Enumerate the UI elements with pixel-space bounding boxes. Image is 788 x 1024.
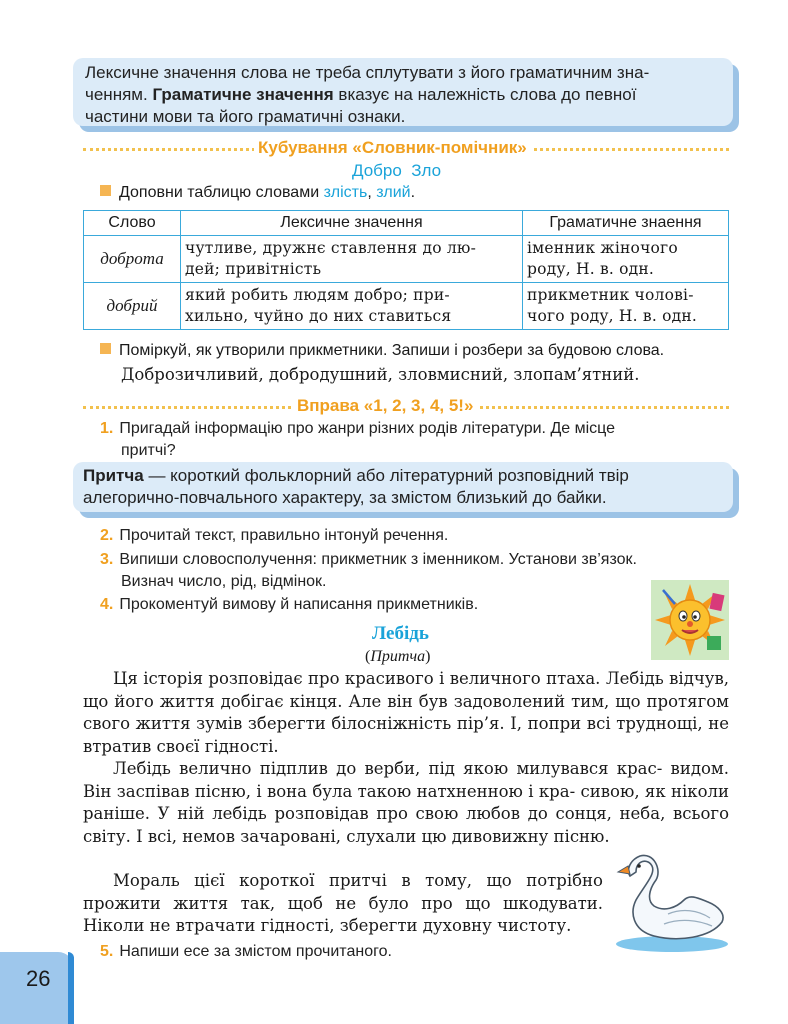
cell-lexical-line: дей; привітність [185, 260, 322, 278]
task-text-cont: Визнач число, рід, відмінок. [121, 573, 327, 590]
parable-def-text: — короткий фольклорний або літературний розповідний твір [143, 466, 629, 485]
section-title-vprava: Вправа «1, 2, 3, 4, 5!» [293, 396, 477, 416]
story-line: сивою, як ніколи раніше. У ній лебідь розповідав про свою любов [83, 781, 729, 823]
task-item-2 [100, 525, 448, 547]
cell-lexical [181, 236, 523, 283]
story-genre: Притча [370, 648, 426, 665]
cell-grammar-line: прикметник чолові- [527, 286, 694, 304]
task-sep: , [367, 184, 377, 201]
story-line: видом. Він заспівав пісню, і вона була такою натхненною і кра- [83, 759, 730, 801]
info-line-3: частини мови та його граматичні ознаки. [85, 107, 406, 126]
word-zlyi: злий [376, 184, 411, 201]
lexical-table [83, 210, 729, 330]
task-text-cont: притчі? [121, 442, 176, 459]
cell-grammar-line: роду, Н. в. одн. [527, 260, 655, 278]
subtitle-paren-open: ( [365, 648, 371, 665]
table-header-row [84, 211, 729, 236]
parable-term: Притча [83, 466, 144, 485]
info-line-1: Лексичне значення слова не треба сплутувати з його граматичним зна- [85, 63, 650, 82]
cell-word: добрий [84, 283, 181, 330]
task-fill-table-text: Доповни таблицю словами [119, 184, 324, 201]
info-line-2 [85, 84, 733, 106]
info-box-parable [73, 462, 733, 512]
cell-lexical-line: хильно, чуйно до них ставиться [185, 307, 452, 325]
cell-grammar-line: чого роду, Н. в. одн. [527, 307, 698, 325]
task-number: 3. [100, 551, 114, 568]
story-line: Ніколи не втрачати гідності, зберегти духовну чистоту. [83, 916, 572, 935]
task-text: Пригадай інформацію про жанри різних родів літератури. Де місце [119, 420, 616, 437]
task-end: . [410, 184, 416, 201]
task-number: 5. [100, 943, 114, 960]
task-text: Прокоментуй вимову й написання прикметників. [119, 596, 479, 613]
cell-grammar-line: іменник жіночого [527, 239, 678, 257]
story-line: дивовижну пісню. [451, 826, 610, 846]
page-tab-edge [68, 952, 74, 1024]
story-line: прожити життя так, щоб не було про що шкодувати. [83, 893, 603, 913]
story-paragraph-3 [83, 870, 603, 938]
task-adjectives-text: Поміркуй, як утворили прикметники. Запиши і розбери за будовою слова. [119, 342, 665, 359]
task-number: 1. [100, 420, 114, 437]
task-text: Напиши есе за змістом прочитаного. [119, 943, 392, 960]
words-dobro-zlo: Добро Зло [352, 161, 442, 180]
subtitle-paren-close: ) [425, 648, 431, 665]
parable-def-line-1 [83, 465, 733, 487]
page-number: 26 [26, 966, 51, 991]
col-header-word: Слово [84, 211, 181, 236]
story-line: Лебідь велично підплив до верби, під якою милувався крас- [113, 759, 663, 778]
cell-lexical-line: який робить людям добро; при- [185, 286, 450, 304]
info-bold-term: Граматичне значення [152, 85, 334, 104]
story-paragraph-2 [83, 758, 729, 848]
task-fill-table [100, 184, 415, 202]
story-line: І, попри всі труднощі, не втратив своєї гідності. [83, 714, 729, 756]
task-number: 4. [100, 596, 114, 613]
col-header-grammar: Граматичне знаення [523, 211, 729, 236]
swan-illustration [606, 852, 730, 954]
story-line: Ця історія розповідає про красивого і величного птаха. Лебідь [113, 669, 664, 688]
story-title: Лебідь [372, 623, 429, 644]
task-number: 2. [100, 527, 114, 544]
info-box-lexical [73, 58, 733, 126]
task-item-1 [100, 418, 730, 462]
adjective-words: Доброзичливий, добродушний, зловмисний, злопам’ятний. [121, 365, 640, 384]
story-line: Мораль цієї короткої притчі в тому, що потрібно [113, 871, 603, 890]
story-line: відчув, що його життя добігає кінця. Але він був задоволений [83, 669, 730, 711]
cell-word: доброта [84, 236, 181, 283]
cell-grammar [523, 283, 729, 330]
cell-lexical-line: чутливе, дружнє ставлення до лю- [185, 239, 477, 257]
table-row [84, 283, 729, 330]
parable-def-line-2: алегорично-повчального характеру, за змістом близький до байки. [83, 488, 607, 507]
task-item-4 [100, 594, 478, 616]
story-line: до сонця, неба, всього світу. І всі, немов зачаровані, слухали цю [83, 804, 730, 846]
story-paragraph-1 [83, 668, 729, 758]
task-text: Прочитай текст, правильно інтонуй речення. [119, 527, 449, 544]
table-row [84, 236, 729, 283]
cell-lexical [181, 283, 523, 330]
task-item-5 [100, 941, 392, 963]
bullet-square-icon [100, 185, 111, 196]
info-line-2-post: вказує на належність слова до певної [333, 85, 637, 104]
story-body [83, 668, 729, 848]
info-line-2-pre: ченням. [85, 85, 153, 104]
word-zlist: злість [323, 184, 368, 201]
task-item-3 [100, 549, 730, 593]
col-header-lexical: Лексичне значення [181, 211, 523, 236]
sun-character-illustration [651, 580, 729, 660]
task-adjectives [100, 342, 664, 360]
task-text: Випиши словосполучення: прикметник з іменником. Установи зв’язок. [119, 551, 637, 568]
section-title-kubuvannia: Кубування «Словник-помічник» [254, 138, 531, 158]
story-subtitle [365, 648, 430, 666]
bullet-square-icon [100, 343, 111, 354]
cell-grammar [523, 236, 729, 283]
story-line: тим, що протягом свого життя зумів зберегти білосніжність пір’я. [83, 691, 730, 733]
